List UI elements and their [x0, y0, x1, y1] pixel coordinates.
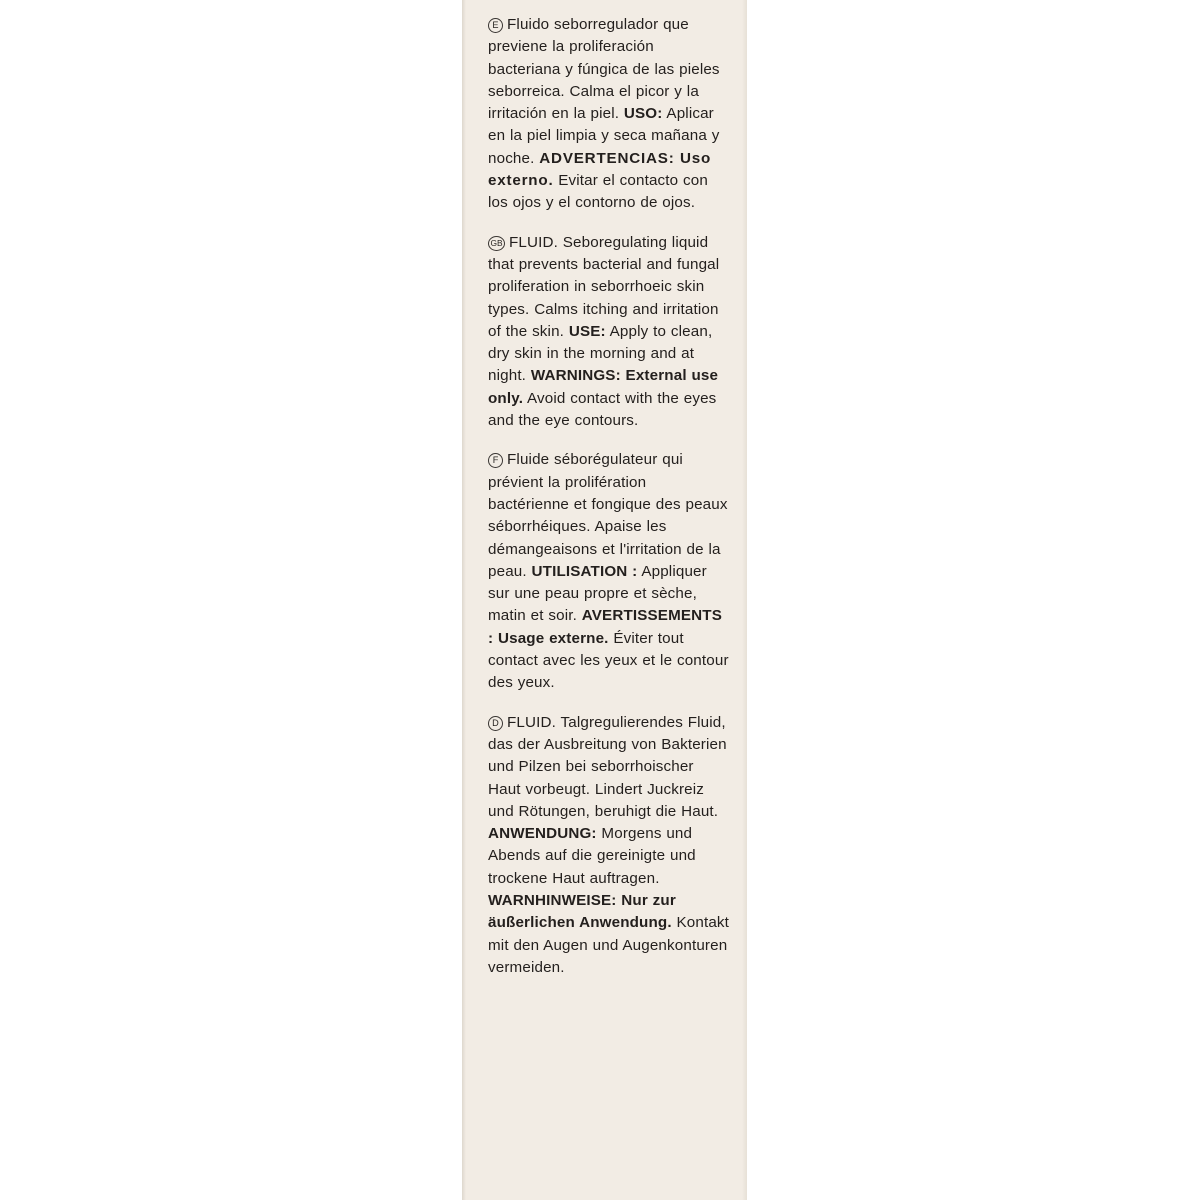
- language-block-german: [488, 712, 730, 980]
- country-code-icon-de: D: [488, 716, 503, 731]
- spanish-use-text: Aplicar en la piel limpia y seca mañana y noche.: [488, 105, 720, 167]
- english-warning-text: Avoid contact with the eyes and the eye contours.: [488, 389, 717, 430]
- spanish-intro-text: Fluido seborregulador que previene la proliferación bacteriana y fúngica de las pieles seborreica. Calma el picor y la irritación en la piel.: [488, 16, 720, 123]
- english-use-label: USE:: [568, 322, 606, 340]
- spanish-use-label: USO:: [623, 105, 663, 123]
- country-code-icon-es: E: [488, 18, 503, 33]
- page-background-right: [747, 0, 1200, 1200]
- french-use-text: Appliquer sur une peau propre et sèche, matin et soir.: [488, 562, 707, 625]
- spanish-warning-label: ADVERTENCIAS:: [539, 149, 675, 167]
- german-warning-label: WARNHINWEISE: Nur zur äußerlichen Anwendung.: [488, 891, 676, 932]
- language-block-english: [488, 232, 730, 433]
- page-background-left: [0, 0, 462, 1200]
- language-block-spanish: [488, 14, 730, 215]
- english-intro-text: FLUID. Seboregulating liquid that prevents bacterial and fungal proliferation in seborrhoeic skin types. Calms itching and irritation of the skin.: [488, 233, 720, 340]
- french-warning-label: AVERTISSEMENTS : Usage externe.: [488, 607, 722, 647]
- packaging-panel: [462, 0, 747, 1200]
- country-code-icon-gb: GB: [488, 236, 505, 251]
- spanish-warning-text: Evitar el contacto con los ojos y el contorno de ojos.: [488, 172, 708, 212]
- spanish-warning-bold: Uso externo.: [488, 149, 712, 190]
- multilingual-text-column: [488, 14, 730, 996]
- country-code-icon-fr: F: [488, 453, 503, 468]
- english-warning-label: WARNINGS: External use only.: [488, 367, 719, 407]
- german-warning-text: Kontakt mit den Augen und Augenkonturen vermeiden.: [488, 914, 730, 976]
- german-use-label: ANWENDUNG:: [488, 825, 597, 843]
- language-block-french: [488, 449, 730, 694]
- german-intro-text: FLUID. Talgregulierendes Fluid, das der Ausbreitung von Bakterien und Pilzen bei seborrhoischer Haut vorbeugt. Lindert Juckreiz und Rötungen, beruhigt die Haut.: [488, 713, 727, 820]
- french-use-label: UTILISATION :: [531, 562, 638, 580]
- french-intro-text: Fluide séborégulateur qui prévient la prolifération bactérienne et fongique des peaux séborrhéiques. Apaise les démangeaisons et l'irritation de la peau.: [488, 451, 728, 580]
- german-use-text: Morgens und Abends auf die gereinigte und trockene Haut auftragen.: [488, 825, 696, 887]
- french-warning-text: Éviter tout contact avec les yeux et le contour des yeux.: [488, 629, 729, 692]
- english-use-text: Apply to clean, dry skin in the morning and at night.: [488, 322, 713, 385]
